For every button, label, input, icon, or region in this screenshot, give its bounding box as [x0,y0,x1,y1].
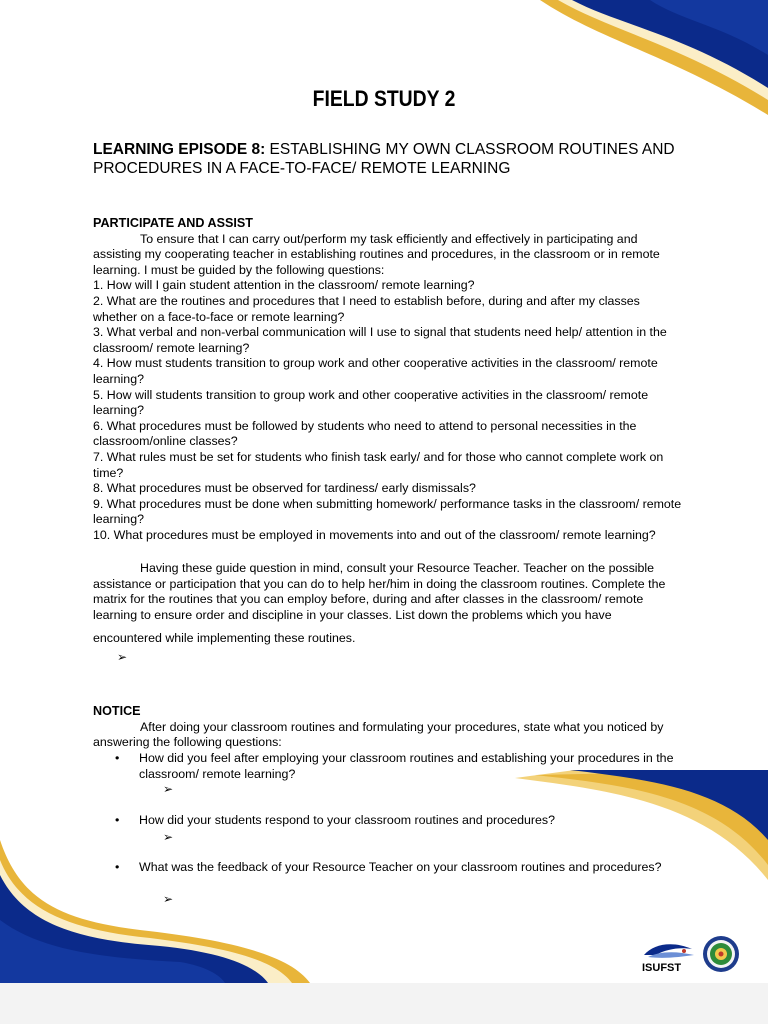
list-item [93,860,683,876]
guide-paragraph-end: encountered while implementing these routines. [93,631,356,645]
notice-list [93,813,683,829]
question-item: 10. What procedures must be employed in movements into and out of the classroom/ remote learning? [93,527,656,542]
right-mid-decoration [515,770,768,900]
guide-paragraph: Having these guide question in mind, consult your Resource Teacher. Teacher on the possible assistance or participation that you can do to help her/him in doing the classroom routines. Complete the matrix for the routines that you can employ before, during and after classes in the classroom/ remote learning to ensure order and discipline in your classes. List down the problems which you have [93,561,666,622]
bottom-left-decoration [0,830,330,983]
seal-logo [702,935,740,973]
page-title: FIELD STUDY 2 [312,86,456,111]
question-item: 9. What procedures must be done when submitting homework/ performance tasks in the classroom/ remote learning? [93,496,682,527]
question-item: 2. What are the routines and procedures that I need to establish before, during and after my classes whether on a face-to-face or remote learning? [93,293,640,324]
question-item: 7. What rules must be set for students who finish task early/ and for those who cannot complete work on time? [93,449,664,480]
isufst-logo [640,937,698,973]
bullet-icon: • [115,813,120,827]
notice-question: What was the feedback of your Resource Teacher on your classroom routines and procedures? [139,860,662,874]
school-logos [640,935,740,975]
notice-intro: After doing your classroom routines and formulating your procedures, state what you noticed by answering the following questions: [93,719,664,750]
question-item: 1. How will I gain student attention in the classroom/ remote learning? [93,278,475,293]
list-item [93,813,683,829]
question-item: 6. What procedures must be followed by students who need to attend to personal necessities in the classroom/online classes? [93,418,637,449]
question-item: 5. How will students transition to group work and other cooperative activities in the classroom/ remote learning? [93,387,649,418]
notice-list [93,751,683,782]
list-item [93,751,683,782]
notice-section [93,704,683,751]
episode-label: LEARNING EPISODE 8: [93,141,266,158]
episode-heading [93,140,693,178]
notice-heading: NOTICE [93,704,141,718]
participate-section [93,216,683,543]
notice-question: How did you feel after employing your classroom routines and establishing your procedures in the classroom/ remote learning? [139,751,674,781]
answer-arrow-icon: ➢ [163,892,174,906]
answer-arrow-icon: ➢ [117,650,128,664]
page-gap [0,983,768,1024]
bullet-icon: • [115,860,120,874]
answer-arrow-icon: ➢ [163,830,174,844]
participate-intro: To ensure that I can carry out/perform my task efficiently and effectively in participating and assisting my cooperating teacher in establishing routines and procedures, in the classroom or in remote learning. I must be guided by the following questions: [93,231,660,277]
question-item: 8. What procedures must be observed for tardiness/ early dismissals? [93,481,476,496]
question-item: 4. How must students transition to group work and other cooperative activities in the classroom/ remote learning? [93,356,658,386]
bullet-icon: • [115,751,120,765]
question-item: 3. What verbal and non-verbal communication will I use to signal that students need help/ attention in the classroom/ remote learning? [93,325,667,355]
notice-question: How did your students respond to your classroom routines and procedures? [139,813,555,827]
logo-text: ISUFST [642,962,682,973]
answer-arrow-icon: ➢ [163,782,174,796]
notice-list [93,860,683,876]
episode-text: ESTABLISHING MY OWN CLASSROOM ROUTINES AND PROCEDURES IN A FACE-TO-FACE/ REMOTE LEARNING [93,141,675,177]
participate-heading: PARTICIPATE AND ASSIST [93,216,253,230]
